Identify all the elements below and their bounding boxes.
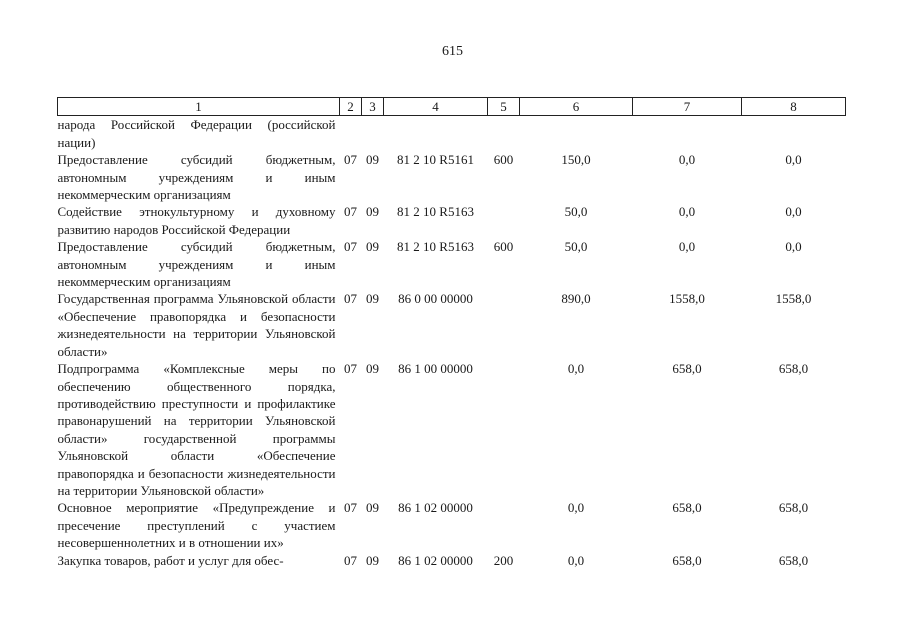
row-value-8: 0,0 bbox=[785, 204, 802, 220]
row-target-code: 86 1 02 00000 bbox=[398, 500, 473, 516]
row-target-code: 81 2 10 R5163 bbox=[397, 239, 474, 255]
table-row bbox=[58, 552, 846, 569]
row-value-7 bbox=[633, 116, 742, 151]
column-header: 3 bbox=[362, 98, 384, 116]
row-expense-type bbox=[488, 499, 520, 551]
row-expense-type: 600 bbox=[493, 152, 514, 168]
row-expense-type bbox=[488, 290, 520, 360]
row-value-8 bbox=[742, 116, 846, 151]
row-value-8: 0,0 bbox=[785, 152, 802, 168]
row-value-7: 0,0 bbox=[678, 152, 696, 168]
page-number: 615 bbox=[442, 44, 463, 59]
row-subsection: 09 bbox=[366, 239, 379, 255]
table-row bbox=[58, 238, 846, 290]
row-section: 07 bbox=[344, 552, 357, 568]
column-header: 8 bbox=[742, 98, 846, 116]
row-value-6: 50,0 bbox=[564, 239, 588, 255]
column-header: 7 bbox=[633, 98, 742, 116]
budget-table bbox=[57, 97, 846, 569]
row-value-7: 0,0 bbox=[678, 204, 696, 220]
row-value-8: 1558,0 bbox=[775, 291, 812, 307]
row-name: Предоставление субсидий бюджетным, автономным учреждениям и иным некоммерческим организациям bbox=[57, 152, 336, 203]
row-section: 07 bbox=[344, 291, 357, 307]
column-header: 6 bbox=[520, 98, 633, 116]
row-target-code: 81 2 10 R5161 bbox=[397, 152, 474, 168]
row-value-7: 658,0 bbox=[672, 500, 702, 516]
row-name: Предоставление субсидий бюджетным, автономным учреждениям и иным некоммерческим организациям bbox=[57, 239, 336, 290]
row-value-7: 1558,0 bbox=[669, 291, 705, 307]
row-value-6: 0,0 bbox=[567, 500, 585, 516]
column-header: 1 bbox=[58, 98, 340, 116]
column-header: 5 bbox=[488, 98, 520, 116]
table-row bbox=[58, 151, 846, 203]
table-row bbox=[58, 499, 846, 551]
row-name: Закупка товаров, работ и услуг для обес- bbox=[57, 552, 284, 568]
row-section: 07 bbox=[344, 500, 357, 516]
row-name: Основное мероприятие «Предупреждение и пресечение преступлений с участием несовершеннолетних и в отношении их» bbox=[57, 500, 336, 551]
row-subsection: 09 bbox=[366, 361, 379, 377]
row-expense-type bbox=[488, 360, 520, 499]
row-value-8: 0,0 bbox=[785, 239, 802, 255]
table-row bbox=[58, 116, 846, 151]
row-name: народа Российской Федерации (российской нации) bbox=[57, 117, 336, 150]
table-row bbox=[58, 203, 846, 238]
row-name: Содействие этнокультурному и духовному развитию народов Российской Федерации bbox=[57, 204, 336, 237]
row-subsection: 09 bbox=[366, 552, 379, 568]
row-expense-type bbox=[488, 203, 520, 238]
row-section: 07 bbox=[344, 204, 357, 220]
row-name: Подпрограмма «Комплексные меры по обеспечению общественного порядка, противодействию преступности и профилактике правонарушений на территории Ульяновской области» государственной программы Ульяновской области «Обеспечение правопорядка и безопасности жизнедеятельности на территории Ульяновской области» bbox=[57, 361, 336, 498]
row-expense-type: 200 bbox=[493, 552, 514, 568]
table-row bbox=[58, 360, 846, 499]
row-value-7: 658,0 bbox=[672, 361, 702, 377]
row-target-code: 86 1 02 00000 bbox=[398, 552, 473, 568]
row-value-7: 0,0 bbox=[678, 239, 696, 255]
row-expense-type: 600 bbox=[493, 239, 514, 255]
row-subsection bbox=[362, 116, 384, 151]
row-target-code: 86 0 00 00000 bbox=[398, 291, 473, 307]
table-header-row bbox=[58, 98, 846, 116]
row-value-6: 150,0 bbox=[561, 152, 591, 168]
row-value-8: 658,0 bbox=[778, 552, 809, 568]
row-name: Государственная программа Ульяновской области «Обеспечение правопорядка и безопасности жизнедеятельности на территории Ульяновской области» bbox=[57, 291, 336, 359]
row-subsection: 09 bbox=[366, 152, 379, 168]
row-section: 07 bbox=[344, 361, 357, 377]
row-value-7: 658,0 bbox=[672, 552, 702, 568]
row-target-code: 81 2 10 R5163 bbox=[397, 204, 474, 220]
row-value-6 bbox=[520, 116, 633, 151]
row-target-code: 86 1 00 00000 bbox=[398, 361, 473, 377]
row-value-6: 0,0 bbox=[567, 361, 585, 377]
row-section: 07 bbox=[344, 239, 357, 255]
row-value-8: 658,0 bbox=[778, 361, 809, 377]
row-subsection: 09 bbox=[366, 500, 379, 516]
row-subsection: 09 bbox=[366, 291, 379, 307]
row-expense-type bbox=[488, 116, 520, 151]
row-target-code bbox=[384, 116, 488, 151]
row-value-8: 658,0 bbox=[778, 500, 809, 516]
row-value-6: 50,0 bbox=[564, 204, 588, 220]
table-row bbox=[58, 290, 846, 360]
column-header: 2 bbox=[340, 98, 362, 116]
row-value-6: 890,0 bbox=[561, 291, 591, 307]
column-header: 4 bbox=[384, 98, 488, 116]
row-subsection: 09 bbox=[366, 204, 379, 220]
row-section bbox=[340, 116, 362, 151]
row-section: 07 bbox=[344, 152, 357, 168]
row-value-6: 0,0 bbox=[567, 552, 585, 568]
